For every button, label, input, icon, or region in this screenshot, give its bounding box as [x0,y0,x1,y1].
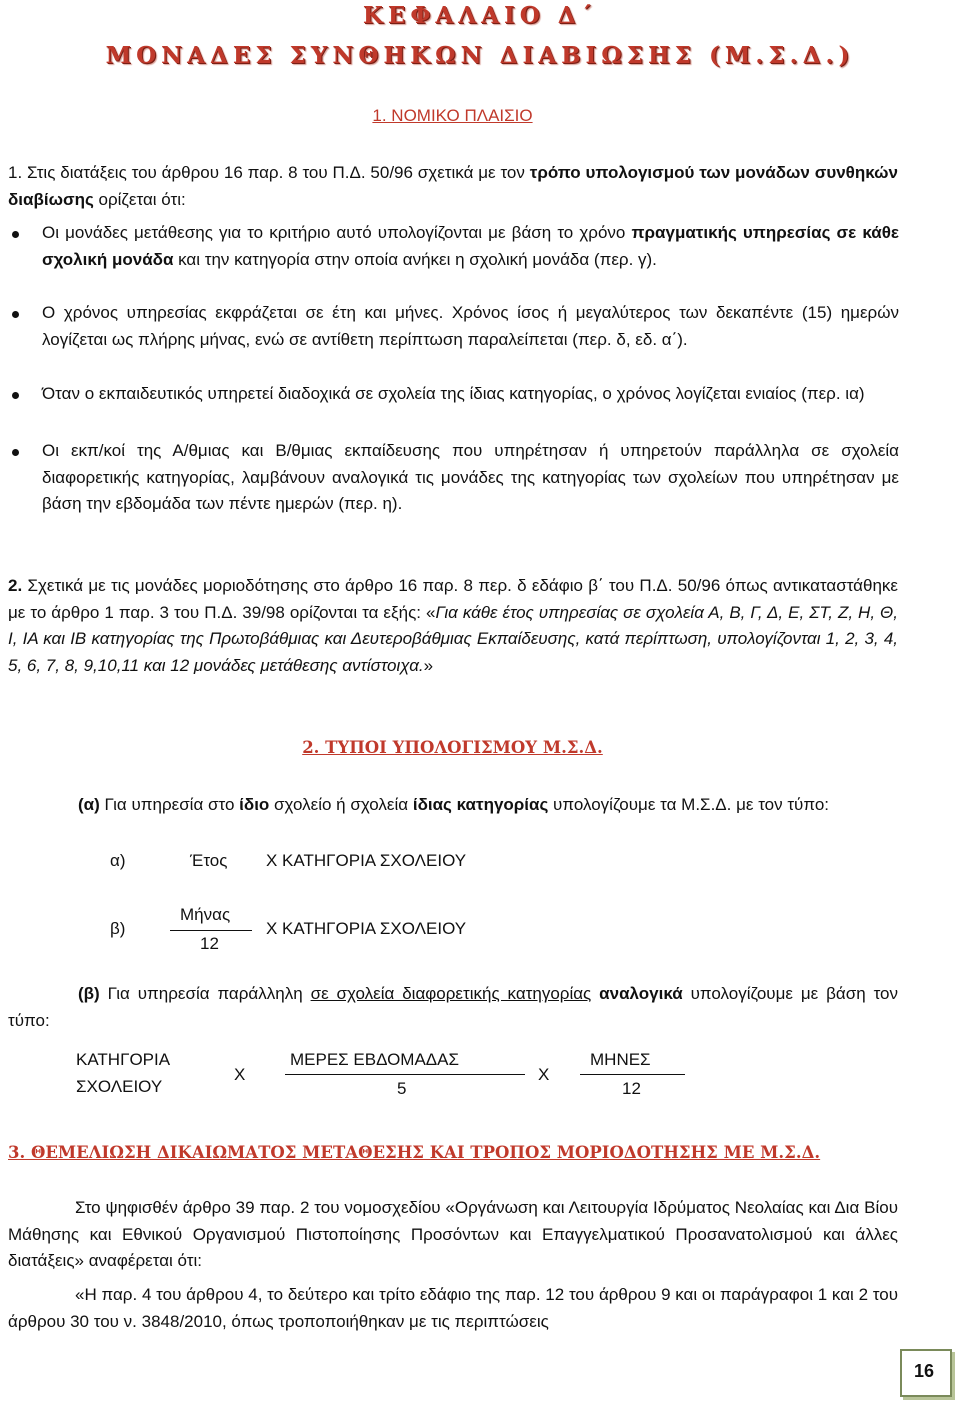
times-sign: Χ [538,1065,550,1084]
bullet-item-3: Όταν ο εκπαιδευτικός υπηρετεί διαδοχικά σε σχολεία της ίδιας κατηγορίας, ο χρόνος λογίζεται ενιαίος (περ. ια) [42,384,865,403]
formula-a-intro: (α) Για υπηρεσία στο ίδιο σχολείο ή σχολεία ίδιας κατηγορίας υπολογίζουμε τα Μ.Σ.Δ. με τον τύπο: [78,795,830,814]
fraction-five: 5 [397,1079,407,1098]
document-title: ΜΟΝΑΔΕΣ ΣΥΝΘΗΚΩΝ ΔΙΑΒΙΩΣΗΣ (Μ.Σ.Δ.) [105,42,855,69]
section-heading-1: 1. ΝΟΜΙΚΟ ΠΛΑΙΣΙΟ [372,106,533,125]
bullet-icon [12,449,19,456]
chapter-title: ΚΕΦΑΛΑΙΟ Δ΄ [362,2,598,29]
fraction-line [580,1074,685,1075]
bullet-icon [12,392,19,399]
formula-year: Έτος [190,851,228,870]
formula-beta-label: β) [110,919,126,938]
bullet-item-4: Οι εκπ/κοί της Α/θμιας και Β/θμιας εκπαίδευσης που υπηρέτησαν ή υπηρετούν παράλληλα σε σχολεία διαφορετικής κατηγορίας, λαμβάνουν αναλογικά τις μονάδες της κατηγορίας των σχολείων που υπηρέτησαν με βάση την εβδομάδα των πέντε ημερών (περ. η). [42,441,899,513]
bullet-item-1: Οι μονάδες μετάθεσης για το κριτήριο αυτό υπολογίζονται με βάση το χρόνο πραγματικής υπηρεσίας σε κάθε σχολική μονάδα και την κατηγορία στην οποία ανήκει η σχολική μονάδα (περ. γ). [42,223,899,269]
page-number: 16 [913,1361,935,1381]
formula-alpha-label: α) [110,851,126,870]
section-heading-2: 2. ΤΥΠΟΙ ΥΠΟΛΟΓΙΣΜΟΥ Μ.Σ.Δ. [302,738,603,757]
fraction-weekdays: ΜΕΡΕΣ ΕΒΔΟΜΑΔΑΣ [290,1050,460,1069]
bullet-item-2: Ο χρόνος υπηρεσίας εκφράζεται σε έτη και μήνες. Χρόνος ίσος ή μεγαλύτερος των δεκαπέντε (15) ημερών λογίζεται ως πλήρης μήνας, ενώ σε αντίθετη περίπτωση παραλείπεται (περ. δ, εδ. α΄). [42,303,899,349]
bullet-icon [12,231,19,238]
fraction-twelve: 12 [200,934,219,953]
fraction-line [170,930,252,931]
fraction-months: ΜΗΝΕΣ [590,1050,651,1069]
formula-times-category: Χ ΚΑΤΗΓΟΡΙΑ ΣΧΟΛΕΙΟΥ [266,851,467,870]
fraction-line [285,1074,525,1075]
paragraph-2: 2. Σχετικά με τις μονάδες μοριοδότησης στο άρθρο 16 παρ. 8 περ. δ εδάφιο β΄ του Π.Δ. 50/96 όπως αντικαταστάθηκε με το άρθρο 1 παρ. 3 του Π.Δ. 39/98 ορίζονται τα εξής: «Για κάθε έτος υπηρεσίας σε σχολεία Α, Β, Γ, Δ, Ε, ΣΤ, Ζ, Η, Θ, Ι, ΙΑ και ΙΒ κατηγορίας της Πρωτοβάθμιας και Δευτεροβάθμιας Εκπαίδευσης, κατά περίπτωση, υπολογίζονται 1, 2, 3, 4, 5, 6, 7, 8, 9,10,11 και 12 μονάδες μετάθεσης αντίστοιχα.» [8,576,898,675]
formula-b-intro: (β) Για υπηρεσία παράλληλη σε σχολεία διαφορετικής κατηγορίας αναλογικά υπολογίζουμε με βάση τον τύπο: [8,984,899,1030]
fraction-month: Μήνας [180,905,231,924]
category-label: ΚΑΤΗΓΟΡΙΑ [76,1050,171,1069]
paragraph-3: Στο ψηφισθέν άρθρο 39 παρ. 2 του νομοσχεδίου «Οργάνωση και Λειτουργία Ιδρύματος Νεολαίας και Δια Βίου Μάθησης και Εθνικού Οργανισμού Πιστοποίησης Προσόντων και Επαγγελματικού Προσανατολισμού και άλλες διατάξεις» αναφέρεται ότι: [8,1198,898,1270]
fraction-twelve: 12 [622,1079,641,1098]
paragraph-1: 1. Στις διατάξεις του άρθρου 16 παρ. 8 του Π.Δ. 50/96 σχετικά με τον τρόπο υπολογισμού των μονάδων συνθηκών διαβίωσης ορίζεται ότι: [8,163,898,209]
school-label: ΣΧΟΛΕΙΟΥ [76,1077,163,1096]
section-heading-3: 3. ΘΕΜΕΛΙΩΣΗ ΔΙΚΑΙΩΜΑΤΟΣ ΜΕΤΑΘΕΣΗΣ ΚΑΙ ΤΡΟΠΟΣ ΜΟΡΙΟΔΟΤΗΣΗΣ ΜΕ Μ.Σ.Δ. [8,1143,821,1162]
bullet-icon [12,311,19,318]
times-sign: Χ [234,1065,246,1084]
formula-times-category: Χ ΚΑΤΗΓΟΡΙΑ ΣΧΟΛΕΙΟΥ [266,919,467,938]
paragraph-4: «Η παρ. 4 του άρθρου 4, το δεύτερο και τρίτο εδάφιο της παρ. 12 του άρθρου 9 και οι παράγραφοι 1 και 2 του άρθρου 30 του ν. 3848/2010, όπως τροποποιήθηκαν με τις περιπτώσεις [8,1285,898,1331]
